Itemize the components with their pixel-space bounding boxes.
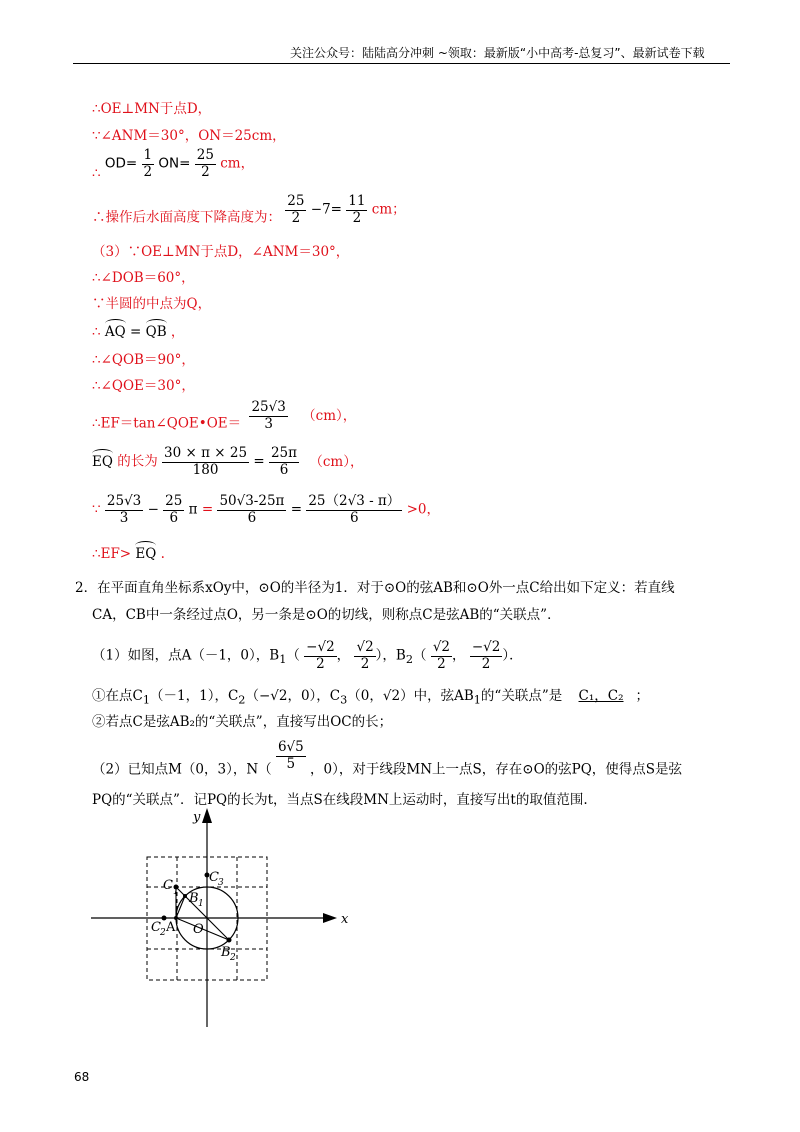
sol-text: cm； [371, 201, 406, 218]
arc-qb: QB [145, 324, 167, 340]
prob-text: （1）如图，点A（－1，0），B [92, 647, 280, 664]
sol-line-6 [92, 266, 195, 286]
c2-sub: 2 [160, 928, 166, 938]
prob-text: CA，CB中一条经过点O，另一条是⊙O的切线，则称点C是弦AB的“关联点”． [92, 607, 561, 623]
sol-text: ∴ [92, 324, 101, 340]
fraction: $\frac{25}{2}$ [196, 147, 214, 180]
subscript: 1 [142, 693, 151, 707]
sol-text: ∴ [92, 165, 101, 182]
sol-text: = [290, 501, 303, 518]
arc-aq: AQ [104, 324, 126, 340]
arc-eq-2: EQ [135, 546, 157, 562]
sol-text: （3）∵OE⊥MN于点D，∠ANM＝30°， [92, 244, 350, 260]
subscript: 1 [473, 693, 481, 707]
sol-text: ∵半圆的中点为Q， [92, 296, 212, 312]
sol-text: = [130, 324, 142, 340]
prob-text: （－1，1），C [150, 688, 239, 704]
fraction: $\frac{50√3-25\pi}{6}$ [219, 493, 285, 526]
b1-sub: 1 [198, 899, 204, 909]
point-b2 [227, 938, 232, 943]
sol-line-14 [92, 546, 165, 562]
sol-line-9 [92, 348, 195, 368]
c3-label: C [209, 870, 219, 885]
sol-line-13 [92, 494, 440, 526]
fraction: $\frac{25√3}{3}$ [251, 399, 286, 432]
prob-line-6 [92, 740, 682, 778]
fraction: $\frac{25}{6}$ [165, 493, 183, 526]
prob-line-2 [92, 603, 561, 623]
prob-text: ），B [375, 647, 406, 664]
y-axis-arrow [202, 808, 212, 823]
fraction: $\frac{-√2}{2}$ [306, 639, 335, 672]
fraction: $\frac{1}{2}$ [143, 147, 153, 180]
prob-text: ， [452, 647, 466, 664]
sol-line-10 [92, 374, 195, 394]
sol-text: >0， [406, 501, 441, 518]
prob-text: ，0），对于线段MN上一点S，存在⊙O的弦PQ，使得点S是弦 [310, 761, 683, 778]
sol-text: = [253, 453, 265, 470]
header-text: 关注公众号：陆陆高分冲刺 ~领取：最新版“小中高考-总复习”、最新试卷下载 [290, 46, 705, 60]
header-rule [73, 63, 730, 64]
prob-text: （2）已知点M（0，3），N（ [92, 761, 272, 778]
sol-line-1 [92, 97, 211, 117]
prob-text: （ [286, 647, 300, 664]
point-b1 [183, 894, 187, 898]
arc-eq: EQ [92, 453, 113, 470]
prob-text: 的“关联点”是 [480, 688, 563, 704]
sol-text: = [201, 501, 214, 518]
sol-text: （cm）， [302, 407, 357, 424]
sol-line-2 [92, 124, 286, 144]
prob-text: ， [336, 647, 351, 664]
prob-text: （0，√2）中，弦AB [347, 688, 474, 704]
fraction: $\frac{-√2}{2}$ [471, 639, 501, 672]
prob-text: ②若点C是弦AB₂的“关联点”，直接写出OC的长； [92, 714, 393, 730]
prob-text: （ [413, 647, 427, 664]
sol-line-8 [92, 320, 184, 340]
prob-text: （−√2，0），C [245, 688, 341, 704]
c2-label: C [151, 920, 161, 935]
prob-line-5 [92, 710, 392, 730]
fraction: $\frac{6√5}{5}$ [277, 739, 304, 772]
subscript: 2 [238, 693, 246, 707]
sol-text: π [188, 501, 198, 518]
sol-text: ON= [158, 155, 191, 172]
y-label: y [193, 810, 201, 825]
sol-text: ∴OE⊥MN于点D， [92, 101, 212, 117]
prob-line-1 [75, 576, 675, 596]
sol-text: ∴∠QOE＝30°， [92, 378, 195, 394]
sol-text: − [147, 501, 159, 518]
prob-line-4 [92, 684, 649, 707]
prob-text: ①在点C [92, 688, 143, 704]
answer-blank: C₁，C₂ [578, 688, 624, 704]
x-label: x [341, 912, 349, 927]
b1-label: B [189, 891, 199, 906]
sol-text: ∴EF＝tan∠QOE•OE＝ [92, 415, 242, 432]
c3-sub: 3 [218, 878, 224, 888]
sol-line-12 [92, 446, 363, 478]
sol-line-7 [92, 292, 211, 312]
prob-text: PQ的“关联点”．记PQ的长为t，当点S在线段MN上运动时，直接写出t的取值范围. [92, 792, 588, 808]
sol-text: ， [170, 324, 185, 340]
sol-text: ∵ [92, 501, 101, 518]
b2-label: B [221, 945, 231, 960]
sol-text: OD= [104, 155, 138, 172]
sol-text: 的长为 [117, 453, 158, 470]
x-axis-arrow [323, 913, 337, 923]
sol-text: ∴∠QOB＝90°， [92, 352, 195, 368]
subscript: 3 [340, 693, 348, 707]
fraction: $\frac{25\pi}{6}$ [270, 445, 298, 478]
subscript: 2 [405, 653, 414, 667]
fraction: $\frac{11}{2}$ [348, 193, 366, 226]
sol-text: ∴操作后水面高度下降高度为： [92, 209, 281, 226]
fraction: $\frac{25√3}{3}$ [106, 493, 142, 526]
fraction: $\frac{30 \times \pi \times 25}{180}$ [164, 445, 248, 478]
b2-sub: 2 [230, 953, 236, 963]
c1-label: C [163, 878, 173, 893]
sol-text: （cm）， [309, 453, 364, 470]
origin-label: O [193, 922, 204, 937]
sol-line-11 [92, 400, 356, 432]
page-header [290, 44, 705, 61]
prob-text: ； [635, 688, 650, 704]
sol-line-4 [92, 194, 406, 226]
prob-line-3 [92, 640, 523, 672]
sol-text: cm， [220, 155, 255, 172]
prob-text: ）． [502, 647, 523, 664]
sol-text: . [160, 546, 165, 562]
sol-text: ∵∠ANM＝30°，ON＝25cm， [92, 128, 286, 144]
sol-line-3 [92, 148, 254, 182]
fraction: $\frac{25}{2}$ [287, 193, 305, 226]
page-number [74, 1070, 89, 1084]
sol-line-5 [92, 240, 349, 260]
fraction: $\frac{√2}{2}$ [356, 639, 374, 672]
page-number-text: 68 [74, 1070, 90, 1084]
coordinate-figure [85, 805, 355, 1030]
prob-text: 2．在平面直角坐标系xOy中，⊙O的半径为1．对于⊙O的弦AB和⊙O外一点C给出如下定义：若直线 [75, 580, 675, 596]
a-label: A [166, 920, 176, 935]
sol-text: ∴EF> [92, 546, 132, 562]
c1-sub: 1 [173, 887, 179, 897]
subscript: 1 [279, 653, 287, 667]
sol-text: ∴∠DOB＝60°， [92, 270, 195, 286]
fraction: $\frac{25(2√3 - \pi)}{6}$ [308, 493, 401, 526]
fraction: $\frac{√2}{2}$ [432, 639, 451, 672]
sol-text: −7= [310, 201, 342, 218]
